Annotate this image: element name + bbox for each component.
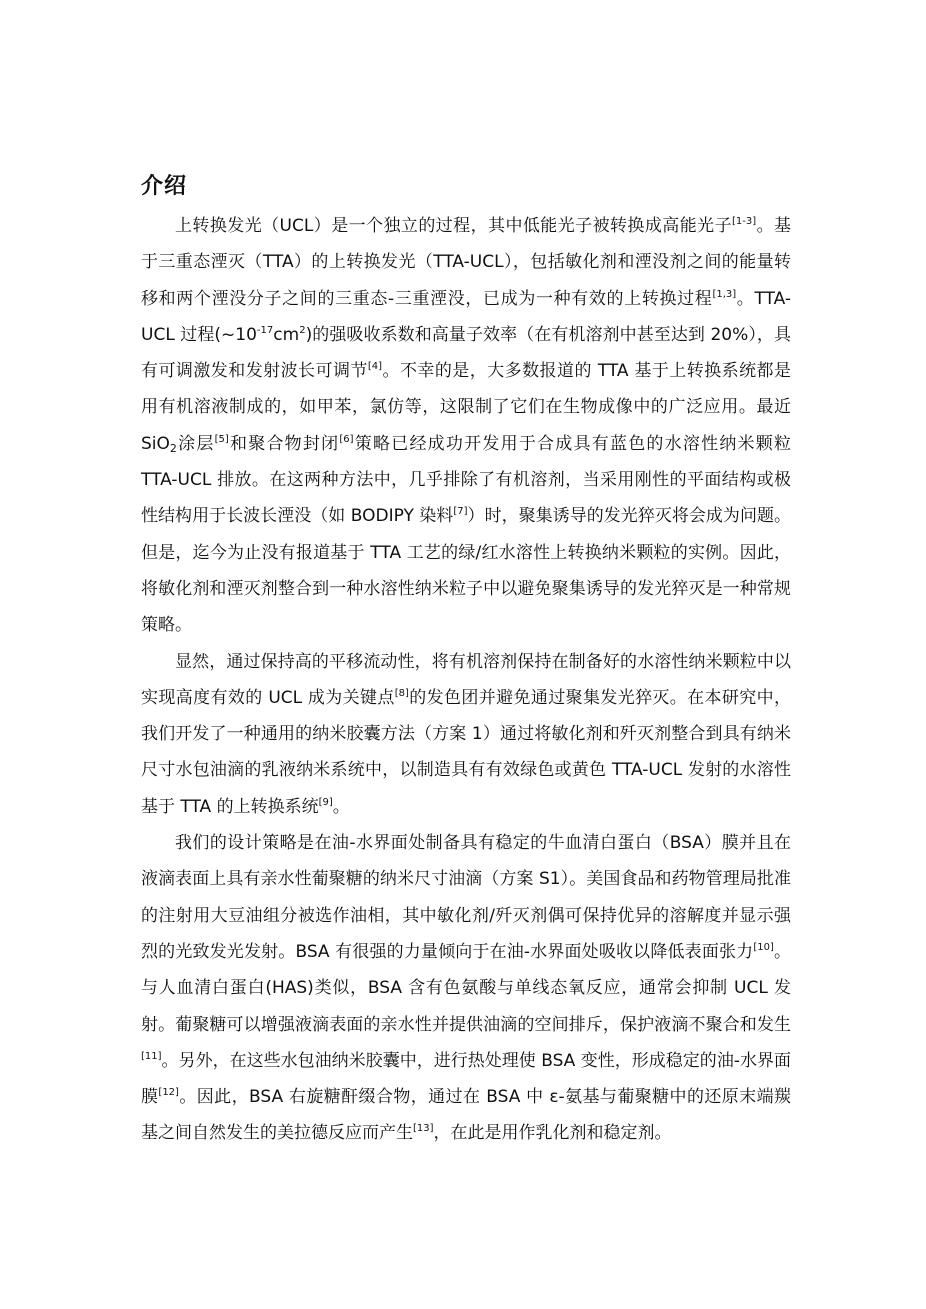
body-text [141,208,791,1152]
text-run: 。另外，在这些水包油纳米胶囊中，进行热处理使 BSA 变性，形成稳定的油-水界面膜 [141,1050,791,1108]
citation-superscript: [6] [339,433,354,445]
citation-superscript: [9] [318,796,333,808]
paragraph [141,644,791,825]
text-run: 的发色团并避免通过聚集发光猝灭。在本研究中，我们开发了一种通用的纳米胶囊方法（方案 1）通过将敏化剂和歼灭剂整合到具有纳米尺寸水包油滴的乳液纳米系统中，以制造具有有效绿色或黄色 TTA-UCL 发射的水溶性基于 TTA 的上转换系统 [141,687,792,817]
paragraph [141,208,791,644]
citation-superscript: [5] [214,433,229,445]
citation-superscript: [1-3] [732,216,757,227]
text-run: 涂层 [176,433,215,454]
text-run: 和聚合物封闭 [228,433,340,454]
text-run: 策略已经成功开发用于合成具有蓝色的水溶性纳米颗粒 TTA-UCL 排放。在这两种方法中，几乎排除了有机溶剂，当采用刚性的平面结构或极性结构用于长波长湮没（如 BODIPY 染料 [141,433,792,527]
text-run: 。与人血清白蛋白(HAS)类似，BSA 含有色氨酸与单线态氧反应，通常会抑制 UCL 发射。葡聚糖可以增强液滴表面的亲水性并提供油滴的空间排斥，保护液滴不聚合和发生 [141,941,792,1035]
text-run: 上转换发光（UCL）是一个独立的过程，其中低能光子被转换成高能光子 [175,216,732,236]
citation-superscript: [4] [367,361,383,373]
text-run: 。因此，BSA 右旋糖酐缀合物，通过在 BSA 中 ε-氨基与葡聚糖中的还原末端羰基之间自然发生的美拉德反应而产生 [141,1087,792,1144]
text-run: cm [273,324,300,345]
text-run: 。 [332,796,350,817]
citation-superscript: -17 [256,324,274,336]
text-run: )的强吸收系数和高量子效率（在有机溶剂中甚至达到 20%），具有可调激发和发射波长可调节 [141,324,791,382]
text-run: 我们的设计策略是在油-水界面处制备具有稳定的牛血清白蛋白（BSA）膜并且在液滴表面上具有亲水性葡聚糖的纳米尺寸油滴（方案 S1）。美国食品和药物管理局批准的注射用大豆油组分被选作油相，其中敏化剂/歼灭剂偶可保持优异的溶解度并显示强烈的光致发光发射。BSA 有很强的力量倾向于在油-水界面处吸收以降低表面张力 [141,833,791,962]
text-run: 。基于三重态湮灭（TTA）的上转换发光（TTA-UCL），包括敏化剂和湮没剂之间的能量转移和两个湮没分子之间的三重态-三重湮没，已成为一种有效的上转换过程 [141,216,791,309]
section-heading: 介绍 [141,174,188,199]
citation-superscript: [13] [413,1123,434,1135]
citation-superscript: [12] [158,1087,179,1099]
text-run: 。TTA-UCL 过程(~10 [141,288,791,345]
citation-superscript: 2 [299,324,306,336]
text-run: 显然，通过保持高的平移流动性，将有机溶剂保持在制备好的水溶性纳米颗粒中以实现高度有效的 UCL 成为关键点 [141,651,791,708]
subscript: 2 [169,441,177,455]
citation-superscript: [10] [753,941,774,953]
citation-superscript: [1,3] [712,288,737,300]
citation-superscript: [11] [141,1050,162,1062]
citation-superscript: [8] [394,687,409,699]
text-run: 。不幸的是，大多数报道的 TTA 基于上转换系统都是用有机溶液制成的，如甲苯，氯仿等，这限制了它们在生物成像中的广泛应用。最近 SiO [141,361,792,454]
paragraph [141,825,791,1152]
citation-superscript: [7] [453,506,468,518]
text-run: ，在此是用作乳化剂和稳定剂。 [433,1123,672,1144]
text-run: ）时，聚集诱导的发光猝灭将会成为问题。但是，迄今为止没有报道基于 TTA 工艺的绿/红水溶性上转换纳米颗粒的实例。因此，将敏化剂和湮灭剂整合到一种水溶性纳米粒子中以避免聚集诱导的发光猝灭是一种常规策略。 [141,506,792,636]
